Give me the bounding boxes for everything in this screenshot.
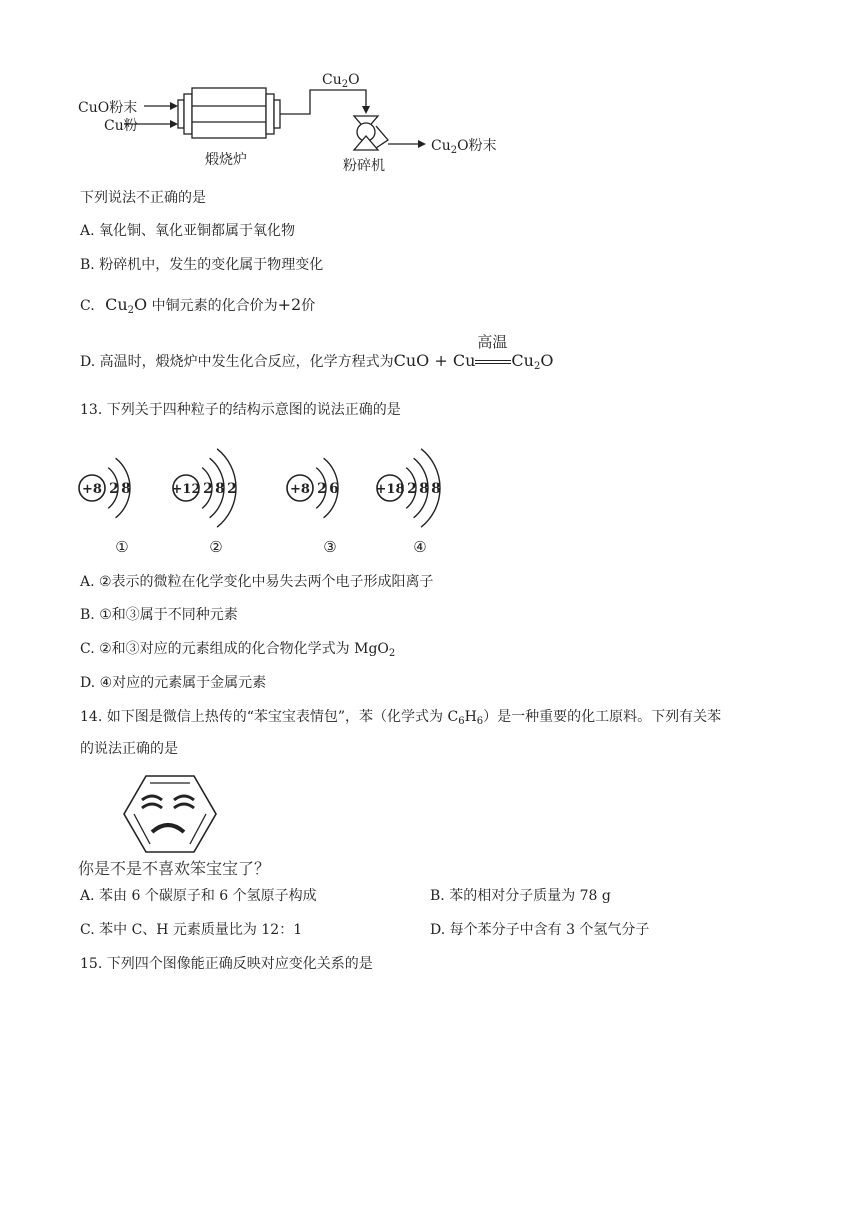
shell-electron-count: 2 [203, 481, 213, 497]
emoji-caption: 你是不是不喜欢笨宝宝了？ [78, 859, 271, 878]
q12-option-d: D. 高温时，煅烧炉中发生化合反应，化学方程式为CuO + Cu 高温 $Cu_2O$ [80, 333, 554, 372]
q12-stem: 下列说法不正确的是 [80, 190, 206, 206]
q14-stem-line1: 14. 如下图是微信上热传的“苯宝宝表情包”，苯（化学式为 $C_6H_6$）是一种重要的化工原料。下列有关苯 [80, 709, 722, 727]
shell-electron-count: 8 [419, 481, 429, 497]
q12-option-a: A. 氧化铜、氧化亚铜都属于氧化物 [80, 223, 296, 239]
shell-electron-count: 2 [109, 481, 119, 497]
shell-electron-count: 8 [215, 481, 225, 497]
q12-option-c: C. $Cu_2O$ 中铜元素的化合价为+2价 [80, 295, 316, 316]
q14-stem-line2: 的说法正确的是 [80, 741, 178, 757]
shell-electron-count: 2 [407, 481, 417, 497]
q14-option-a: A. 苯由 6 个碳原子和 6 个氢原子构成 [80, 888, 317, 904]
nucleus-charge: +18 [375, 482, 405, 497]
q13-option-d: D. ④对应的元素属于金属元素 [80, 675, 267, 691]
reaction-condition: 高温 [477, 333, 508, 351]
nucleus-charge: +12 [171, 482, 201, 497]
flow-line [280, 90, 366, 114]
shell-electron-count: 8 [121, 481, 131, 497]
shell-electron-count: 2 [317, 481, 327, 497]
input-label-cuo: CuO粉末 [78, 100, 138, 116]
q15-stem: 15. 下列四个图像能正确反映对应变化关系的是 [80, 956, 373, 972]
q14-option-d: D. 每个苯分子中含有 3 个氢气分子 [430, 922, 650, 938]
furnace-shape [178, 88, 280, 138]
nucleus-charge: +8 [290, 482, 310, 497]
shell-electron-count: 6 [329, 481, 339, 497]
q13-stem: 13. 下列关于四种粒子的结构示意图的说法正确的是 [80, 402, 401, 418]
furnace-label: 煅烧炉 [205, 152, 247, 168]
equation-arrow [475, 333, 511, 371]
particle-number-label: ② [209, 538, 223, 556]
particle-diagram-2 [172, 449, 237, 556]
shell-electron-count: 2 [227, 481, 237, 497]
benzene-emoji-image [120, 770, 220, 860]
atomic-structure-diagrams [70, 430, 490, 560]
grinder-shape [354, 116, 388, 150]
input-label-cu: Cu粉 [104, 118, 138, 134]
particle-number-label: ① [115, 538, 129, 556]
particle-diagram-1 [79, 458, 131, 556]
output-label: $Cu_2O$粉末 [431, 138, 497, 156]
particle-number-label: ③ [323, 538, 337, 556]
q13-option-b: B. ①和③属于不同种元素 [80, 607, 238, 623]
q13-option-a: A. ②表示的微粒在化学变化中易失去两个电子形成阳离子 [80, 574, 434, 590]
particle-number-label: ④ [413, 538, 427, 556]
cu2o-flow-label: $Cu_2O$ [322, 72, 360, 90]
particle-diagram-4 [376, 449, 441, 556]
q13-option-c: C. ②和③对应的元素组成的化合物化学式为 MgO$_2$ [80, 641, 396, 659]
shell-electron-count: 8 [431, 481, 441, 497]
particle-diagram-3 [287, 458, 339, 556]
grinder-label: 粉碎机 [343, 158, 385, 174]
q14-option-c: C. 苯中 C、H 元素质量比为 12：1 [80, 922, 303, 938]
q14-option-b: B. 苯的相对分子质量为 78 g [430, 888, 611, 904]
q12-option-b: B. 粉碎机中，发生的变化属于物理变化 [80, 257, 324, 273]
nucleus-charge: +8 [82, 482, 102, 497]
